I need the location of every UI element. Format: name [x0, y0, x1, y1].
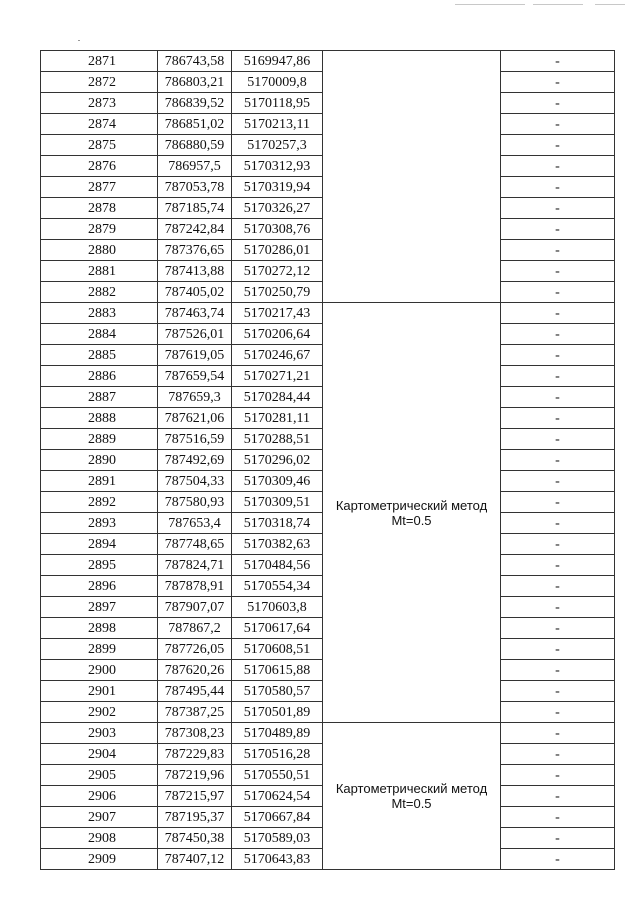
coordinates-table-body	[41, 51, 615, 870]
error-value-cell: -	[501, 450, 615, 471]
point-number-cell: 2905	[41, 765, 158, 786]
y-coordinate-cell: 5170206,64	[232, 324, 323, 345]
x-coordinate-cell: 787215,97	[158, 786, 232, 807]
x-coordinate-cell: 787621,06	[158, 408, 232, 429]
scan-speck	[78, 40, 80, 41]
error-value-cell: -	[501, 471, 615, 492]
error-value-cell: -	[501, 513, 615, 534]
point-number-cell: 2872	[41, 72, 158, 93]
y-coordinate-cell: 5169947,86	[232, 51, 323, 72]
x-coordinate-cell: 787516,59	[158, 429, 232, 450]
y-coordinate-cell: 5170667,84	[232, 807, 323, 828]
x-coordinate-cell: 787376,65	[158, 240, 232, 261]
y-coordinate-cell: 5170217,43	[232, 303, 323, 324]
x-coordinate-cell: 787824,71	[158, 555, 232, 576]
point-number-cell: 2908	[41, 828, 158, 849]
y-coordinate-cell: 5170643,83	[232, 849, 323, 870]
y-coordinate-cell: 5170257,3	[232, 135, 323, 156]
error-value-cell: -	[501, 114, 615, 135]
y-coordinate-cell: 5170516,28	[232, 744, 323, 765]
coordinates-table	[40, 50, 615, 870]
x-coordinate-cell: 787748,65	[158, 534, 232, 555]
x-coordinate-cell: 787619,05	[158, 345, 232, 366]
point-number-cell: 2871	[41, 51, 158, 72]
y-coordinate-cell: 5170309,51	[232, 492, 323, 513]
x-coordinate-cell: 787867,2	[158, 618, 232, 639]
error-value-cell: -	[501, 345, 615, 366]
x-coordinate-cell: 787053,78	[158, 177, 232, 198]
x-coordinate-cell: 787242,84	[158, 219, 232, 240]
point-number-cell: 2880	[41, 240, 158, 261]
x-coordinate-cell: 787726,05	[158, 639, 232, 660]
error-value-cell: -	[501, 744, 615, 765]
error-value-cell: -	[501, 93, 615, 114]
point-number-cell: 2886	[41, 366, 158, 387]
y-coordinate-cell: 5170308,76	[232, 219, 323, 240]
y-coordinate-cell: 5170246,67	[232, 345, 323, 366]
x-coordinate-cell: 787495,44	[158, 681, 232, 702]
y-coordinate-cell: 5170608,51	[232, 639, 323, 660]
method-accuracy: Mt=0.5	[391, 512, 432, 528]
error-value-cell: -	[501, 723, 615, 744]
error-value-cell: -	[501, 135, 615, 156]
error-value-cell: -	[501, 807, 615, 828]
point-number-cell: 2897	[41, 597, 158, 618]
point-number-cell: 2887	[41, 387, 158, 408]
page-header-marks	[455, 4, 625, 8]
error-value-cell: -	[501, 576, 615, 597]
y-coordinate-cell: 5170309,46	[232, 471, 323, 492]
point-number-cell: 2885	[41, 345, 158, 366]
method-name: Картометрический метод	[335, 781, 488, 796]
x-coordinate-cell: 787308,23	[158, 723, 232, 744]
x-coordinate-cell: 787229,83	[158, 744, 232, 765]
x-coordinate-cell: 787185,74	[158, 198, 232, 219]
x-coordinate-cell: 787580,93	[158, 492, 232, 513]
error-value-cell: -	[501, 261, 615, 282]
point-number-cell: 2882	[41, 282, 158, 303]
point-number-cell: 2875	[41, 135, 158, 156]
method-name: Картометрический метод	[335, 497, 488, 513]
error-value-cell: -	[501, 366, 615, 387]
x-coordinate-cell: 787659,54	[158, 366, 232, 387]
y-coordinate-cell: 5170213,11	[232, 114, 323, 135]
method-cell	[323, 51, 501, 303]
error-value-cell: -	[501, 324, 615, 345]
y-coordinate-cell: 5170272,12	[232, 261, 323, 282]
error-value-cell: -	[501, 219, 615, 240]
error-value-cell: -	[501, 408, 615, 429]
method-cell	[323, 723, 501, 870]
error-value-cell: -	[501, 51, 615, 72]
x-coordinate-cell: 786839,52	[158, 93, 232, 114]
error-value-cell: -	[501, 177, 615, 198]
point-number-cell: 2907	[41, 807, 158, 828]
y-coordinate-cell: 5170284,44	[232, 387, 323, 408]
point-number-cell: 2909	[41, 849, 158, 870]
y-coordinate-cell: 5170118,95	[232, 93, 323, 114]
error-value-cell: -	[501, 786, 615, 807]
point-number-cell: 2877	[41, 177, 158, 198]
x-coordinate-cell: 787492,69	[158, 450, 232, 471]
x-coordinate-cell: 787195,37	[158, 807, 232, 828]
point-number-cell: 2891	[41, 471, 158, 492]
y-coordinate-cell: 5170318,74	[232, 513, 323, 534]
point-number-cell: 2901	[41, 681, 158, 702]
error-value-cell: -	[501, 156, 615, 177]
x-coordinate-cell: 786957,5	[158, 156, 232, 177]
y-coordinate-cell: 5170250,79	[232, 282, 323, 303]
point-number-cell: 2898	[41, 618, 158, 639]
point-number-cell: 2906	[41, 786, 158, 807]
point-number-cell: 2888	[41, 408, 158, 429]
point-number-cell: 2881	[41, 261, 158, 282]
point-number-cell: 2896	[41, 576, 158, 597]
error-value-cell: -	[501, 303, 615, 324]
point-number-cell: 2883	[41, 303, 158, 324]
point-number-cell: 2874	[41, 114, 158, 135]
y-coordinate-cell: 5170554,34	[232, 576, 323, 597]
y-coordinate-cell: 5170580,57	[232, 681, 323, 702]
point-number-cell: 2900	[41, 660, 158, 681]
point-number-cell: 2879	[41, 219, 158, 240]
y-coordinate-cell: 5170312,93	[232, 156, 323, 177]
error-value-cell: -	[501, 429, 615, 450]
x-coordinate-cell: 786851,02	[158, 114, 232, 135]
x-coordinate-cell: 787413,88	[158, 261, 232, 282]
x-coordinate-cell: 787463,74	[158, 303, 232, 324]
y-coordinate-cell: 5170009,8	[232, 72, 323, 93]
point-number-cell: 2903	[41, 723, 158, 744]
x-coordinate-cell: 787659,3	[158, 387, 232, 408]
point-number-cell: 2893	[41, 513, 158, 534]
x-coordinate-cell: 787387,25	[158, 702, 232, 723]
table-row	[41, 303, 615, 324]
point-number-cell: 2890	[41, 450, 158, 471]
error-value-cell: -	[501, 492, 615, 513]
point-number-cell: 2904	[41, 744, 158, 765]
x-coordinate-cell: 786880,59	[158, 135, 232, 156]
y-coordinate-cell: 5170615,88	[232, 660, 323, 681]
point-number-cell: 2895	[41, 555, 158, 576]
error-value-cell: -	[501, 681, 615, 702]
y-coordinate-cell: 5170326,27	[232, 198, 323, 219]
y-coordinate-cell: 5170589,03	[232, 828, 323, 849]
error-value-cell: -	[501, 618, 615, 639]
point-number-cell: 2878	[41, 198, 158, 219]
y-coordinate-cell: 5170271,21	[232, 366, 323, 387]
point-number-cell: 2876	[41, 156, 158, 177]
method-accuracy: Mt=0.5	[391, 796, 432, 811]
point-number-cell: 2873	[41, 93, 158, 114]
y-coordinate-cell: 5170281,11	[232, 408, 323, 429]
table-row	[41, 51, 615, 72]
point-number-cell: 2892	[41, 492, 158, 513]
y-coordinate-cell: 5170617,64	[232, 618, 323, 639]
x-coordinate-cell: 787907,07	[158, 597, 232, 618]
y-coordinate-cell: 5170288,51	[232, 429, 323, 450]
x-coordinate-cell: 787407,12	[158, 849, 232, 870]
error-value-cell: -	[501, 849, 615, 870]
error-value-cell: -	[501, 282, 615, 303]
y-coordinate-cell: 5170489,89	[232, 723, 323, 744]
error-value-cell: -	[501, 240, 615, 261]
x-coordinate-cell: 786803,21	[158, 72, 232, 93]
error-value-cell: -	[501, 828, 615, 849]
y-coordinate-cell: 5170501,89	[232, 702, 323, 723]
x-coordinate-cell: 787450,38	[158, 828, 232, 849]
y-coordinate-cell: 5170286,01	[232, 240, 323, 261]
y-coordinate-cell: 5170296,02	[232, 450, 323, 471]
error-value-cell: -	[501, 597, 615, 618]
x-coordinate-cell: 787526,01	[158, 324, 232, 345]
x-coordinate-cell: 787219,96	[158, 765, 232, 786]
y-coordinate-cell: 5170550,51	[232, 765, 323, 786]
x-coordinate-cell: 787620,26	[158, 660, 232, 681]
y-coordinate-cell: 5170382,63	[232, 534, 323, 555]
y-coordinate-cell: 5170484,56	[232, 555, 323, 576]
x-coordinate-cell: 787504,33	[158, 471, 232, 492]
error-value-cell: -	[501, 660, 615, 681]
method-cell	[323, 303, 501, 723]
error-value-cell: -	[501, 639, 615, 660]
point-number-cell: 2902	[41, 702, 158, 723]
y-coordinate-cell: 5170624,54	[232, 786, 323, 807]
point-number-cell: 2899	[41, 639, 158, 660]
point-number-cell: 2889	[41, 429, 158, 450]
y-coordinate-cell: 5170603,8	[232, 597, 323, 618]
error-value-cell: -	[501, 555, 615, 576]
x-coordinate-cell: 787405,02	[158, 282, 232, 303]
x-coordinate-cell: 787653,4	[158, 513, 232, 534]
x-coordinate-cell: 787878,91	[158, 576, 232, 597]
error-value-cell: -	[501, 534, 615, 555]
error-value-cell: -	[501, 387, 615, 408]
x-coordinate-cell: 786743,58	[158, 51, 232, 72]
point-number-cell: 2894	[41, 534, 158, 555]
y-coordinate-cell: 5170319,94	[232, 177, 323, 198]
error-value-cell: -	[501, 702, 615, 723]
error-value-cell: -	[501, 765, 615, 786]
error-value-cell: -	[501, 72, 615, 93]
table-row	[41, 723, 615, 744]
error-value-cell: -	[501, 198, 615, 219]
point-number-cell: 2884	[41, 324, 158, 345]
